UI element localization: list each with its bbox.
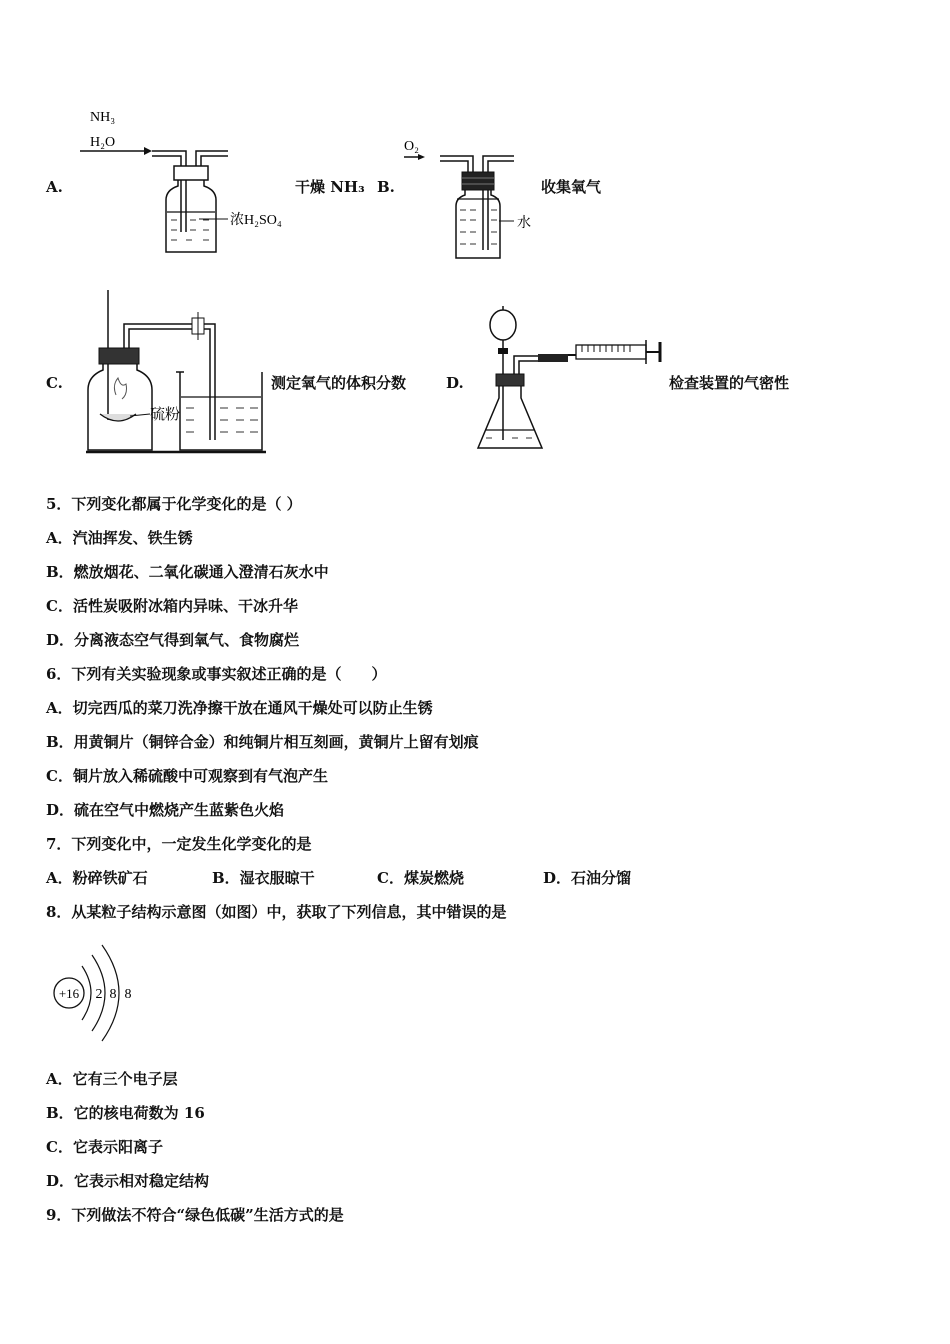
atomic-structure-diagram [0,0,160,1060]
question-6-option-b[interactable]: B．用黄铜片（铜锌合金）和纯铜片相互刻画，黄铜片上留有划痕 [46,733,479,751]
shell-1-electrons: 2 [95,987,103,1002]
question-8-option-c[interactable]: C．它表示阳离子 [46,1138,163,1156]
liquid-label-water: 水 [517,216,531,231]
question-6-option-d[interactable]: D．硫在空气中燃烧产生蓝紫色火焰 [46,801,285,819]
question-6-option-a[interactable]: A．切完西瓜的菜刀洗净擦干放在通风干燥处可以防止生锈 [46,699,433,717]
question-8-option-b[interactable]: B．它的核电荷数为 16 [46,1104,205,1122]
question-6-stem: 6．下列有关实验现象或事实叙述正确的是（ ） [46,665,387,683]
question-7-stem: 7．下列变化中，一定发生化学变化的是 [46,835,312,853]
question-7-option-c[interactable]: C．煤炭燃烧 [377,869,464,887]
option-a-caption: 干燥 NH₃ [295,178,365,196]
gas-label-nh3: NH₃ [90,110,116,125]
question-7-option-b[interactable]: B．湿衣服晾干 [212,869,315,887]
question-8-stem: 8．从某粒子结构示意图（如图）中，获取了下列信息，其中错误的是 [46,903,507,921]
question-5-stem: 5．下列变化都属于化学变化的是（ ） [46,495,302,513]
powder-label-sulfur: 硫粉 [150,407,181,423]
question-7-option-d[interactable]: D．石油分馏 [543,869,632,887]
question-8-option-a[interactable]: A．它有三个电子层 [46,1070,178,1088]
question-5-option-d[interactable]: D．分离液态空气得到氧气、食物腐烂 [46,631,300,649]
question-5-option-c[interactable]: C．活性炭吸附冰箱内异味、干冰升华 [46,597,298,615]
liquid-label-h2so4: 浓H₂SO₄ [230,213,282,228]
gas-label-o2: O₂ [404,139,419,154]
option-a-letter: A. [46,178,63,196]
option-d-letter: D. [446,374,464,392]
question-5-option-b[interactable]: B．燃放烟花、二氧化碳通入澄清石灰水中 [46,563,329,581]
question-9-stem: 9．下列做法不符合“绿色低碳”生活方式的是 [46,1206,344,1224]
nucleus-charge: +16 [58,986,80,1001]
option-b-letter: B. [377,178,395,196]
question-6-option-c[interactable]: C．铜片放入稀硫酸中可观察到有气泡产生 [46,767,328,785]
gas-label-h2o: H₂O [90,135,116,150]
shell-2-electrons: 8 [109,987,117,1002]
question-5-option-a[interactable]: A．汽油挥发、铁生锈 [46,529,193,547]
option-d-caption: 检查装置的气密性 [669,374,790,392]
option-b-caption: 收集氧气 [541,178,602,196]
question-8-option-d[interactable]: D．它表示相对稳定结构 [46,1172,210,1190]
option-c-caption: 测定氧气的体积分数 [271,374,407,392]
option-c-letter: C. [46,374,63,392]
question-7-option-a[interactable]: A．粉碎铁矿石 [46,869,148,887]
shell-3-electrons: 8 [124,987,132,1002]
